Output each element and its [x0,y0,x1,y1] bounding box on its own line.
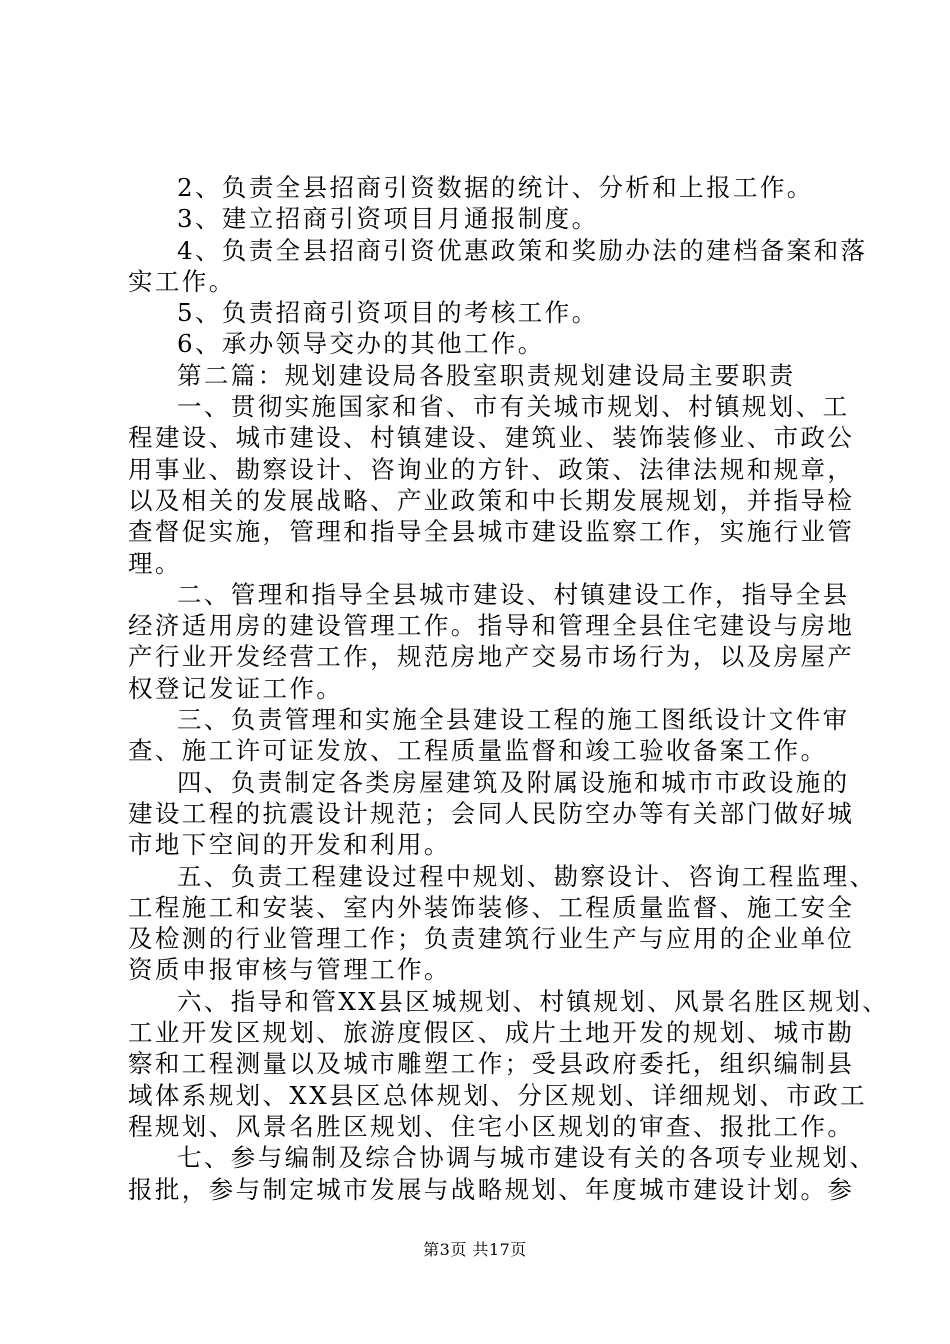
text-line: 用事业、勘察设计、咨询业的方针、政策、法律法规和规章， [128,454,855,484]
text-line: 建设工程的抗震设计规范；会同人民防空办等有关部门做好城 [128,798,855,828]
text-line: 理。 [128,548,182,578]
text-line: 权登记发证工作。 [128,673,344,703]
text-line: 三、负责管理和实施全县建设工程的施工图纸设计文件审 [177,705,850,735]
text-line: 五、负责工程建设过程中规划、勘察设计、咨询工程监理、 [177,861,877,891]
text-line: 实工作。 [128,266,236,296]
text-line: 六、指导和管XX县区城规划、村镇规划、风景名胜区规划、 [177,986,890,1016]
text-line: 经济适用房的建设管理工作。指导和管理全县住宅建设与房地 [128,611,855,641]
text-line: 工业开发区规划、旅游度假区、成片土地开发的规划、城市勘 [128,1018,855,1048]
text-line: 程建设、城市建设、村镇建设、建筑业、装饰装修业、市政公 [128,423,855,453]
document-body [128,172,890,1205]
text-line: 程规划、风景名胜区规划、住宅小区规划的审查、报批工作。 [128,1111,855,1141]
text-line: 第二篇：规划建设局各股室职责规划建设局主要职责 [177,360,796,390]
text-line: 工程施工和安装、室内外装饰装修、工程质量监督、施工安全 [128,892,855,922]
text-line: 以及相关的发展战略、产业政策和中长期发展规划，并指导检 [128,485,855,515]
text-line: 5、负责招商引资项目的考核工作。 [177,298,599,328]
text-line: 及检测的行业管理工作；负责建筑行业生产与应用的企业单位 [128,924,855,954]
text-line: 产行业开发经营工作，规范房地产交易市场行为，以及房屋产 [128,642,855,672]
text-line: 报批，参与制定城市发展与战略规划、年度城市建设计划。参 [128,1174,855,1204]
page-number-footer: 第3页 共17页 [423,1240,527,1259]
text-line: 七、参与编制及综合协调与城市建设有关的各项专业规划、 [177,1143,877,1173]
text-line: 6、承办领导交办的其他工作。 [177,329,545,359]
text-line: 查、施工许可证发放、工程质量监督和竣工验收备案工作。 [128,736,828,766]
text-line: 域体系规划、XX县区总体规划、分区规划、详细规划、市政工 [128,1080,868,1110]
text-line: 四、负责制定各类房屋建筑及附属设施和城市市政设施的 [177,767,850,797]
text-line: 市地下空间的开发和利用。 [128,830,451,860]
text-line: 4、负责全县招商引资优惠政策和奖励办法的建档备案和落 [177,235,868,265]
text-line: 一、贯彻实施国家和省、市有关城市规划、村镇规划、工 [177,392,850,422]
text-line: 二、管理和指导全县城市建设、村镇建设工作，指导全县 [177,579,850,609]
text-line: 资质申报审核与管理工作。 [128,955,451,985]
text-line: 2、负责全县招商引资数据的统计、分析和上报工作。 [177,173,814,202]
text-line: 查督促实施，管理和指导全县城市建设监察工作，实施行业管 [128,517,855,547]
text-line: 察和工程测量以及城市雕塑工作；受县政府委托，组织编制县 [128,1049,855,1079]
text-line: 3、建立招商引资项目月通报制度。 [177,204,599,234]
